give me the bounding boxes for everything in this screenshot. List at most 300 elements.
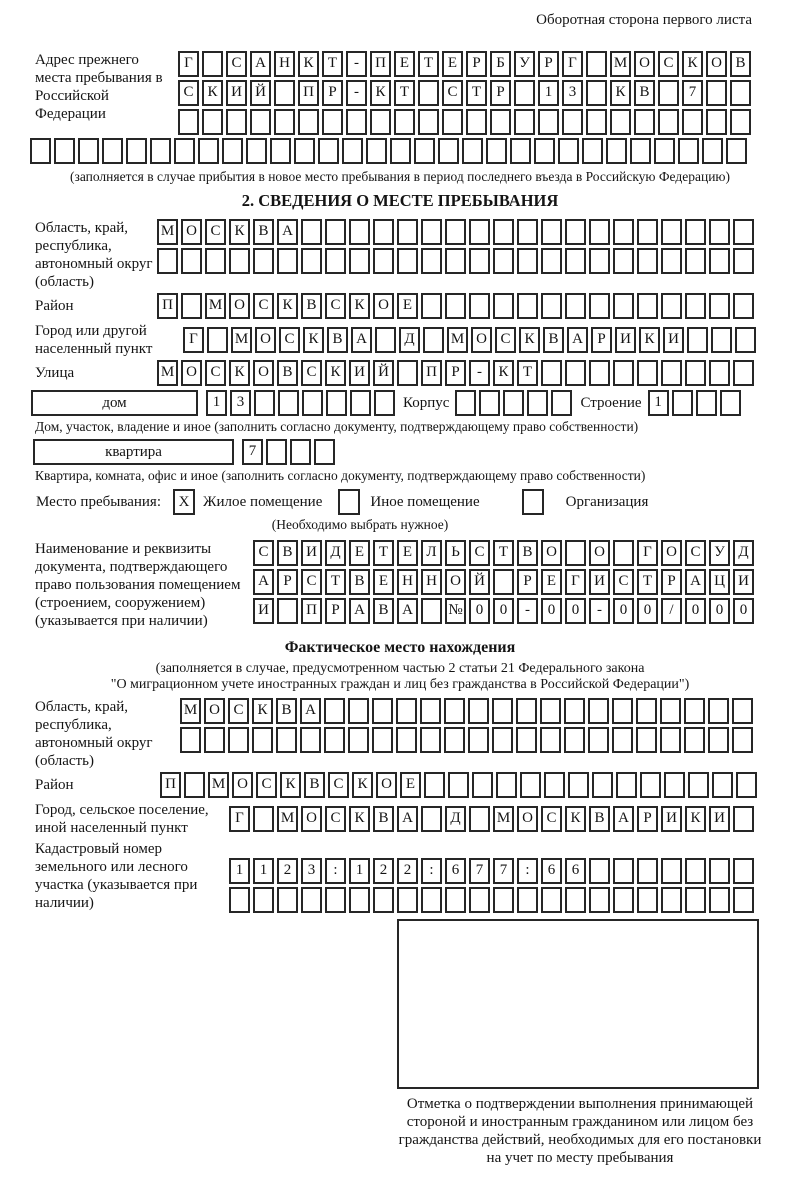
char-cell[interactable] <box>150 138 171 164</box>
char-cell[interactable] <box>390 138 411 164</box>
char-cell[interactable] <box>661 293 682 319</box>
char-cell[interactable] <box>346 109 367 135</box>
char-cell[interactable] <box>178 109 199 135</box>
char-cell[interactable]: А <box>250 51 271 77</box>
char-cell[interactable] <box>366 138 387 164</box>
char-cell[interactable] <box>592 772 613 798</box>
char-cell[interactable]: К <box>685 806 706 832</box>
char-cell[interactable]: В <box>589 806 610 832</box>
char-cell[interactable]: С <box>253 540 274 566</box>
char-cell[interactable] <box>637 219 658 245</box>
char-cell[interactable]: Т <box>493 540 514 566</box>
char-cell[interactable]: 7 <box>493 858 514 884</box>
char-cell[interactable] <box>468 698 489 724</box>
char-cell[interactable] <box>696 390 717 416</box>
char-cell[interactable] <box>712 772 733 798</box>
char-cell[interactable]: Е <box>394 51 415 77</box>
char-cell[interactable] <box>589 293 610 319</box>
char-cell[interactable] <box>517 293 538 319</box>
char-cell[interactable]: В <box>730 51 751 77</box>
char-cell[interactable]: 1 <box>648 390 669 416</box>
char-cell[interactable] <box>589 360 610 386</box>
char-cell[interactable]: У <box>709 540 730 566</box>
char-cell[interactable] <box>469 219 490 245</box>
char-cell[interactable] <box>290 439 311 465</box>
char-cell[interactable]: К <box>280 772 301 798</box>
char-cell[interactable]: 0 <box>685 598 706 624</box>
char-cell[interactable] <box>274 80 295 106</box>
char-cell[interactable] <box>276 727 297 753</box>
char-cell[interactable]: В <box>543 327 564 353</box>
char-cell[interactable] <box>469 248 490 274</box>
char-cell[interactable]: М <box>180 698 201 724</box>
char-cell[interactable] <box>541 887 562 913</box>
prev-address-row-4[interactable] <box>30 138 800 164</box>
char-cell[interactable]: В <box>276 698 297 724</box>
char-cell[interactable] <box>78 138 99 164</box>
char-cell[interactable]: В <box>373 806 394 832</box>
char-cell[interactable] <box>184 772 205 798</box>
char-cell[interactable]: К <box>229 360 250 386</box>
char-cell[interactable] <box>660 698 681 724</box>
char-cell[interactable] <box>735 327 756 353</box>
char-cell[interactable] <box>180 727 201 753</box>
char-cell[interactable]: К <box>565 806 586 832</box>
char-cell[interactable]: С <box>495 327 516 353</box>
char-cell[interactable]: М <box>277 806 298 832</box>
char-cell[interactable]: О <box>204 698 225 724</box>
char-cell[interactable]: Г <box>183 327 204 353</box>
char-cell[interactable]: - <box>517 598 538 624</box>
char-cell[interactable] <box>613 858 634 884</box>
char-cell[interactable]: 3 <box>562 80 583 106</box>
char-cell[interactable]: О <box>181 360 202 386</box>
char-cell[interactable] <box>445 887 466 913</box>
char-cell[interactable]: 1 <box>538 80 559 106</box>
char-cell[interactable]: П <box>301 598 322 624</box>
char-cell[interactable]: М <box>493 806 514 832</box>
char-cell[interactable] <box>421 293 442 319</box>
char-cell[interactable]: О <box>471 327 492 353</box>
char-cell[interactable] <box>462 138 483 164</box>
char-cell[interactable]: 1 <box>206 390 227 416</box>
char-cell[interactable] <box>314 439 335 465</box>
char-cell[interactable] <box>565 219 586 245</box>
char-cell[interactable]: С <box>442 80 463 106</box>
char-cell[interactable]: П <box>157 293 178 319</box>
char-cell[interactable] <box>613 360 634 386</box>
char-cell[interactable] <box>661 219 682 245</box>
char-cell[interactable] <box>207 327 228 353</box>
char-cell[interactable] <box>565 293 586 319</box>
char-cell[interactable] <box>706 80 727 106</box>
char-cell[interactable]: С <box>301 569 322 595</box>
char-cell[interactable] <box>448 772 469 798</box>
char-cell[interactable] <box>520 772 541 798</box>
char-cell[interactable]: О <box>661 540 682 566</box>
char-cell[interactable] <box>658 80 679 106</box>
char-cell[interactable] <box>396 727 417 753</box>
char-cell[interactable]: М <box>157 219 178 245</box>
char-cell[interactable] <box>397 219 418 245</box>
char-cell[interactable]: К <box>493 360 514 386</box>
region-row-2[interactable] <box>157 248 754 274</box>
char-cell[interactable] <box>493 248 514 274</box>
char-cell[interactable] <box>397 887 418 913</box>
char-cell[interactable]: Г <box>229 806 250 832</box>
char-cell[interactable] <box>562 109 583 135</box>
char-cell[interactable] <box>228 727 249 753</box>
char-cell[interactable] <box>302 390 323 416</box>
char-cell[interactable] <box>720 390 741 416</box>
char-cell[interactable] <box>252 727 273 753</box>
char-cell[interactable]: Й <box>469 569 490 595</box>
char-cell[interactable] <box>711 327 732 353</box>
char-cell[interactable] <box>517 219 538 245</box>
char-cell[interactable]: 2 <box>277 858 298 884</box>
char-cell[interactable]: : <box>325 858 346 884</box>
char-cell[interactable] <box>541 293 562 319</box>
char-cell[interactable] <box>685 293 706 319</box>
char-cell[interactable] <box>516 727 537 753</box>
char-cell[interactable] <box>204 727 225 753</box>
char-cell[interactable]: О <box>445 569 466 595</box>
char-cell[interactable]: С <box>469 540 490 566</box>
char-cell[interactable] <box>423 327 444 353</box>
char-cell[interactable]: 7 <box>682 80 703 106</box>
char-cell[interactable]: И <box>709 806 730 832</box>
char-cell[interactable] <box>342 138 363 164</box>
char-cell[interactable] <box>246 138 267 164</box>
char-cell[interactable] <box>472 772 493 798</box>
stay-option-checkbox-other[interactable] <box>338 489 360 515</box>
char-cell[interactable] <box>541 360 562 386</box>
char-cell[interactable]: О <box>255 327 276 353</box>
char-cell[interactable] <box>418 109 439 135</box>
char-cell[interactable]: П <box>160 772 181 798</box>
char-cell[interactable] <box>726 138 747 164</box>
char-cell[interactable] <box>709 219 730 245</box>
char-cell[interactable]: Т <box>373 540 394 566</box>
char-cell[interactable] <box>636 727 657 753</box>
char-cell[interactable] <box>493 887 514 913</box>
actual-region-row-2[interactable] <box>180 727 753 753</box>
char-cell[interactable]: С <box>301 360 322 386</box>
char-cell[interactable]: К <box>349 293 370 319</box>
char-cell[interactable] <box>277 887 298 913</box>
char-cell[interactable] <box>589 887 610 913</box>
char-cell[interactable]: 0 <box>709 598 730 624</box>
char-cell[interactable]: И <box>663 327 684 353</box>
stay-option-checkbox-residential[interactable]: X <box>173 489 195 515</box>
char-cell[interactable] <box>682 109 703 135</box>
char-cell[interactable]: А <box>685 569 706 595</box>
char-cell[interactable]: Е <box>397 540 418 566</box>
char-cell[interactable] <box>30 138 51 164</box>
char-cell[interactable] <box>540 727 561 753</box>
char-cell[interactable] <box>469 806 490 832</box>
char-cell[interactable] <box>301 219 322 245</box>
char-cell[interactable]: А <box>349 598 370 624</box>
char-cell[interactable]: 2 <box>373 858 394 884</box>
char-cell[interactable]: : <box>517 858 538 884</box>
char-cell[interactable] <box>250 109 271 135</box>
char-cell[interactable] <box>442 109 463 135</box>
char-cell[interactable]: К <box>202 80 223 106</box>
char-cell[interactable]: С <box>325 806 346 832</box>
char-cell[interactable] <box>222 138 243 164</box>
char-cell[interactable]: В <box>304 772 325 798</box>
char-cell[interactable]: О <box>229 293 250 319</box>
char-cell[interactable] <box>565 540 586 566</box>
char-cell[interactable] <box>181 293 202 319</box>
char-cell[interactable] <box>589 858 610 884</box>
char-cell[interactable]: Р <box>322 80 343 106</box>
char-cell[interactable] <box>326 390 347 416</box>
char-cell[interactable] <box>349 248 370 274</box>
char-cell[interactable] <box>637 360 658 386</box>
char-cell[interactable] <box>253 806 274 832</box>
char-cell[interactable]: О <box>706 51 727 77</box>
char-cell[interactable]: К <box>370 80 391 106</box>
char-cell[interactable]: О <box>253 360 274 386</box>
char-cell[interactable] <box>503 390 524 416</box>
char-cell[interactable] <box>730 109 751 135</box>
char-cell[interactable] <box>565 887 586 913</box>
char-cell[interactable] <box>634 109 655 135</box>
char-cell[interactable]: А <box>397 806 418 832</box>
char-cell[interactable] <box>397 360 418 386</box>
char-cell[interactable] <box>420 727 441 753</box>
char-cell[interactable] <box>322 109 343 135</box>
char-cell[interactable]: С <box>658 51 679 77</box>
char-cell[interactable] <box>613 293 634 319</box>
char-cell[interactable] <box>709 858 730 884</box>
char-cell[interactable]: Д <box>399 327 420 353</box>
char-cell[interactable] <box>538 109 559 135</box>
char-cell[interactable]: Ь <box>445 540 466 566</box>
char-cell[interactable]: 1 <box>349 858 370 884</box>
char-cell[interactable] <box>102 138 123 164</box>
char-cell[interactable]: А <box>397 598 418 624</box>
house-number-cells[interactable] <box>206 390 395 416</box>
char-cell[interactable] <box>709 293 730 319</box>
char-cell[interactable]: Т <box>517 360 538 386</box>
char-cell[interactable] <box>325 887 346 913</box>
char-cell[interactable]: Р <box>661 569 682 595</box>
char-cell[interactable]: Г <box>562 51 583 77</box>
char-cell[interactable]: О <box>634 51 655 77</box>
char-cell[interactable] <box>527 390 548 416</box>
char-cell[interactable] <box>733 219 754 245</box>
prev-address-row-1[interactable] <box>178 51 751 77</box>
char-cell[interactable]: Т <box>637 569 658 595</box>
char-cell[interactable] <box>589 248 610 274</box>
char-cell[interactable] <box>421 806 442 832</box>
char-cell[interactable]: А <box>253 569 274 595</box>
char-cell[interactable]: В <box>277 540 298 566</box>
char-cell[interactable]: И <box>349 360 370 386</box>
char-cell[interactable]: Б <box>490 51 511 77</box>
cadastral-row-1[interactable] <box>229 858 754 884</box>
document-row-1[interactable] <box>253 540 754 566</box>
char-cell[interactable]: В <box>634 80 655 106</box>
char-cell[interactable] <box>318 138 339 164</box>
char-cell[interactable]: Л <box>421 540 442 566</box>
char-cell[interactable]: Г <box>565 569 586 595</box>
char-cell[interactable] <box>672 390 693 416</box>
char-cell[interactable]: О <box>373 293 394 319</box>
char-cell[interactable] <box>637 293 658 319</box>
char-cell[interactable] <box>558 138 579 164</box>
char-cell[interactable] <box>732 727 753 753</box>
char-cell[interactable]: 0 <box>565 598 586 624</box>
char-cell[interactable] <box>277 598 298 624</box>
char-cell[interactable] <box>373 887 394 913</box>
char-cell[interactable] <box>733 858 754 884</box>
char-cell[interactable] <box>300 727 321 753</box>
char-cell[interactable]: С <box>325 293 346 319</box>
char-cell[interactable]: М <box>447 327 468 353</box>
char-cell[interactable] <box>564 698 585 724</box>
char-cell[interactable]: 6 <box>541 858 562 884</box>
char-cell[interactable]: Р <box>277 569 298 595</box>
cadastral-row-2[interactable] <box>229 887 754 913</box>
char-cell[interactable] <box>733 248 754 274</box>
char-cell[interactable] <box>394 109 415 135</box>
char-cell[interactable]: Р <box>445 360 466 386</box>
char-cell[interactable] <box>541 219 562 245</box>
char-cell[interactable] <box>421 598 442 624</box>
char-cell[interactable] <box>421 219 442 245</box>
char-cell[interactable] <box>709 360 730 386</box>
char-cell[interactable]: - <box>469 360 490 386</box>
char-cell[interactable] <box>514 80 535 106</box>
char-cell[interactable] <box>325 248 346 274</box>
char-cell[interactable] <box>397 248 418 274</box>
char-cell[interactable] <box>708 698 729 724</box>
char-cell[interactable]: Н <box>274 51 295 77</box>
region-row-1[interactable] <box>157 219 754 245</box>
char-cell[interactable]: Р <box>490 80 511 106</box>
char-cell[interactable] <box>418 80 439 106</box>
char-cell[interactable] <box>348 727 369 753</box>
char-cell[interactable] <box>414 138 435 164</box>
char-cell[interactable] <box>613 540 634 566</box>
char-cell[interactable] <box>468 727 489 753</box>
char-cell[interactable] <box>420 698 441 724</box>
char-cell[interactable]: Р <box>538 51 559 77</box>
char-cell[interactable]: А <box>613 806 634 832</box>
char-cell[interactable] <box>126 138 147 164</box>
char-cell[interactable]: М <box>231 327 252 353</box>
char-cell[interactable]: И <box>615 327 636 353</box>
char-cell[interactable] <box>421 248 442 274</box>
char-cell[interactable] <box>349 219 370 245</box>
char-cell[interactable] <box>636 698 657 724</box>
char-cell[interactable] <box>637 858 658 884</box>
char-cell[interactable] <box>253 887 274 913</box>
char-cell[interactable] <box>733 887 754 913</box>
char-cell[interactable] <box>510 138 531 164</box>
district-row[interactable] <box>157 293 754 319</box>
char-cell[interactable] <box>229 887 250 913</box>
char-cell[interactable] <box>277 248 298 274</box>
char-cell[interactable]: О <box>517 806 538 832</box>
char-cell[interactable] <box>202 51 223 77</box>
char-cell[interactable] <box>661 360 682 386</box>
char-cell[interactable] <box>479 390 500 416</box>
char-cell[interactable] <box>733 293 754 319</box>
char-cell[interactable] <box>424 772 445 798</box>
char-cell[interactable]: 0 <box>469 598 490 624</box>
char-cell[interactable] <box>445 219 466 245</box>
char-cell[interactable]: М <box>208 772 229 798</box>
char-cell[interactable]: 0 <box>613 598 634 624</box>
char-cell[interactable]: У <box>514 51 535 77</box>
char-cell[interactable] <box>606 138 627 164</box>
char-cell[interactable]: Й <box>373 360 394 386</box>
char-cell[interactable]: № <box>445 598 466 624</box>
char-cell[interactable] <box>709 887 730 913</box>
char-cell[interactable] <box>568 772 589 798</box>
char-cell[interactable] <box>736 772 757 798</box>
char-cell[interactable] <box>540 698 561 724</box>
document-row-3[interactable] <box>253 598 754 624</box>
char-cell[interactable]: М <box>205 293 226 319</box>
char-cell[interactable]: : <box>421 858 442 884</box>
char-cell[interactable] <box>708 727 729 753</box>
char-cell[interactable] <box>421 887 442 913</box>
char-cell[interactable] <box>534 138 555 164</box>
char-cell[interactable]: И <box>733 569 754 595</box>
actual-city-row[interactable] <box>229 806 754 832</box>
char-cell[interactable] <box>373 248 394 274</box>
char-cell[interactable] <box>54 138 75 164</box>
char-cell[interactable]: Е <box>442 51 463 77</box>
char-cell[interactable]: К <box>682 51 703 77</box>
char-cell[interactable]: С <box>178 80 199 106</box>
char-cell[interactable] <box>444 727 465 753</box>
char-cell[interactable] <box>685 858 706 884</box>
char-cell[interactable] <box>551 390 572 416</box>
char-cell[interactable] <box>586 51 607 77</box>
char-cell[interactable]: П <box>298 80 319 106</box>
char-cell[interactable] <box>541 248 562 274</box>
char-cell[interactable]: А <box>351 327 372 353</box>
char-cell[interactable]: Е <box>400 772 421 798</box>
char-cell[interactable]: И <box>301 540 322 566</box>
char-cell[interactable] <box>181 248 202 274</box>
char-cell[interactable]: О <box>589 540 610 566</box>
char-cell[interactable]: Т <box>418 51 439 77</box>
char-cell[interactable]: 2 <box>397 858 418 884</box>
char-cell[interactable]: Ц <box>709 569 730 595</box>
char-cell[interactable] <box>637 248 658 274</box>
char-cell[interactable]: В <box>373 598 394 624</box>
char-cell[interactable]: 0 <box>493 598 514 624</box>
char-cell[interactable] <box>298 109 319 135</box>
char-cell[interactable] <box>372 727 393 753</box>
char-cell[interactable] <box>687 327 708 353</box>
char-cell[interactable]: К <box>610 80 631 106</box>
char-cell[interactable]: Г <box>637 540 658 566</box>
char-cell[interactable] <box>678 138 699 164</box>
char-cell[interactable]: В <box>517 540 538 566</box>
char-cell[interactable] <box>486 138 507 164</box>
char-cell[interactable] <box>372 698 393 724</box>
city-row[interactable] <box>183 327 756 353</box>
